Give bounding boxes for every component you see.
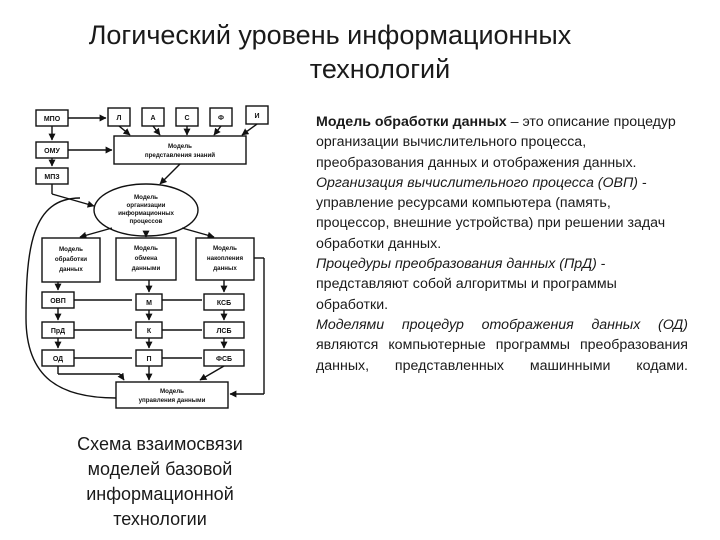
desc-p3-text: - представляют собой алгоритмы и программы обработки.	[316, 256, 617, 313]
label-m: М	[146, 300, 152, 307]
label-accum-1: Модель	[213, 245, 237, 252]
desc-paragraph-4	[316, 315, 688, 376]
label-a: А	[150, 115, 156, 122]
label-omu: ОМУ	[44, 148, 60, 155]
term-od: Моделями процедур отображения данных (ОД)	[316, 316, 688, 333]
label-knowledge-2: представления знаний	[144, 152, 216, 159]
label-ovp: ОВП	[50, 298, 66, 305]
title-line-1: Логический уровень информационных	[88, 20, 572, 50]
label-ksb: КСБ	[216, 300, 232, 307]
label-mgmt-2: управления данными	[138, 397, 206, 404]
box-mgmt-model	[116, 382, 228, 408]
diagram-caption	[60, 432, 260, 532]
label-mpz: МПЗ	[44, 174, 60, 181]
title-line-2: технологий	[309, 54, 451, 84]
label-accum-2: накопления	[206, 255, 244, 262]
desc-paragraph-1	[316, 112, 688, 173]
slide-title	[0, 18, 720, 86]
model-interaction-diagram	[20, 98, 310, 416]
desc-p1-text: – это описание процедур организации вычислительного процесса, преобразования данных и отображения данных.	[316, 114, 676, 171]
label-accum-3: данных	[213, 265, 237, 272]
label-f: Ф	[218, 115, 224, 122]
label-org-1: Модель	[134, 194, 158, 201]
label-proc-2: обработки	[54, 256, 88, 263]
term-ovp: Организация вычислительного процесса (ОВП)	[316, 174, 639, 191]
caption-line-1: Схема взаимосвязи	[77, 434, 243, 454]
description-text	[316, 112, 688, 376]
caption-line-4: технологии	[113, 509, 207, 529]
label-s: С	[184, 115, 190, 122]
term-model-processing: Модель обработки данных	[316, 114, 507, 130]
label-mgmt-1: Модель	[160, 388, 184, 395]
label-org-3: информационных	[118, 210, 174, 217]
label-i: И	[254, 113, 260, 120]
desc-p2-text: - управление ресурсами компьютера (память, процессор, внешние устройства) при решении задач обработки данных.	[316, 174, 666, 252]
term-prd: Процедуры преобразования данных (ПрД)	[316, 256, 597, 273]
caption-line-2: моделей базовой	[87, 459, 233, 479]
desc-paragraph-3	[316, 254, 688, 315]
caption-line-3: информационной	[86, 484, 234, 504]
box-knowledge-model	[114, 136, 246, 164]
label-proc-1: Модель	[59, 246, 83, 253]
label-prd: ПрД	[50, 328, 66, 335]
label-k: К	[146, 328, 152, 335]
label-knowledge-1: Модель	[168, 143, 192, 150]
desc-paragraph-2	[316, 173, 688, 254]
label-p: П	[146, 356, 152, 363]
label-proc-3: данных	[59, 266, 83, 273]
label-od: ОД	[52, 356, 64, 363]
label-mpo: МПО	[43, 116, 61, 123]
label-exch-1: Модель	[134, 245, 158, 252]
label-org-4: процессов	[129, 218, 163, 225]
label-org-2: организации	[126, 202, 166, 209]
label-l: Л	[116, 115, 122, 122]
label-lsb: ЛСБ	[216, 328, 232, 335]
label-exch-3: данными	[131, 265, 161, 272]
desc-p4-text: являются компьютерные программы преобразования данных, представленных машинными кодами.	[316, 337, 688, 374]
label-fsb: ФСБ	[215, 356, 233, 363]
label-exch-2: обмена	[134, 255, 158, 262]
